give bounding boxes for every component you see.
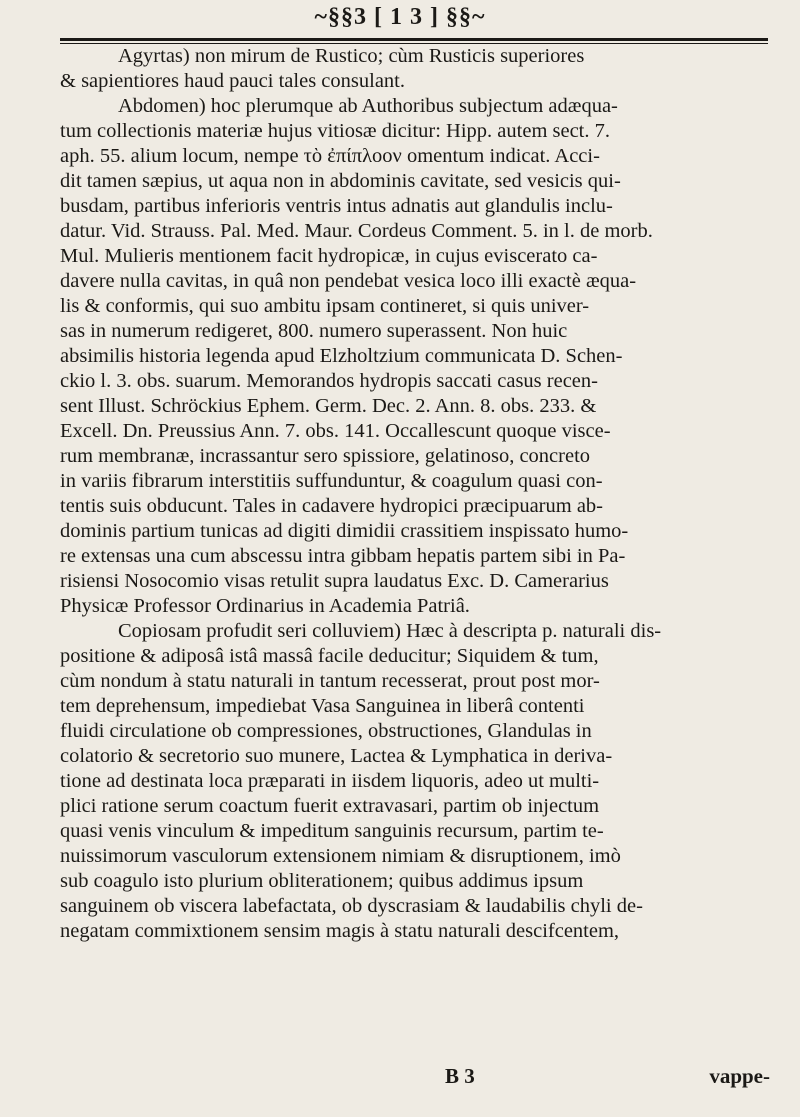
text-line: sent Illust. Schröckius Ephem. Germ. Dec. 2. Ann. 8. obs. 233. & (60, 395, 597, 417)
text-line: in variis fibrarum interstitiis suffunduntur, & coagulum quasi con- (60, 470, 603, 492)
text-line: lis & conformis, qui suo ambitu ipsam contineret, si quis univer- (60, 295, 590, 317)
text-line: ckio l. 3. obs. suarum. Memorandos hydropis saccati casus recen- (60, 370, 598, 392)
text-line: Physicæ Professor Ordinarius in Academia Patriâ. (60, 595, 470, 617)
page-footer (60, 1064, 770, 1092)
text-line: risiensi Nosocomio visas retulit supra laudatus Exc. D. Camerarius (60, 570, 609, 592)
text-line: dit tamen sæpius, ut aqua non in abdominis cavitate, sed vesicis qui- (60, 170, 621, 192)
text-line: quasi venis vinculum & impeditum sanguinis recursum, partim te- (60, 820, 604, 842)
text-line: davere nulla cavitas, in quâ non pendebat vesica loco illi exactè æqua- (60, 270, 637, 292)
text-line: tem deprehensum, impediebat Vasa Sanguinea in liberâ contenti (60, 695, 585, 717)
text-line: busdam, partibus inferioris ventris intus adnatis aut glandulis inclu- (60, 195, 613, 217)
text-line: aph. 55. alium locum, nempe τὸ ἐπίπλοον omentum indicat. Acci- (60, 145, 600, 167)
text-line: tentis suis obducunt. Tales in cadavere hydropici præcipuarum ab- (60, 495, 603, 517)
text-line: sub coagulo isto plurium obliterationem; quibus addimus ipsum (60, 870, 584, 892)
text-line: sanguinem ob viscera labefactata, ob dyscrasiam & laudabilis chyli de- (60, 895, 643, 917)
text-line: Abdomen) hoc plerumque ab Authoribus subjectum adæqua- (118, 95, 618, 117)
text-line: nuissimorum vasculorum extensionem nimiam & disruptionem, imò (60, 845, 621, 867)
text-line: fluidi circulatione ob compressiones, obstructiones, Glandulas in (60, 720, 592, 742)
text-line: rum membranæ, incrassantur sero spissiore, gelatinoso, concreto (60, 445, 591, 467)
text-line: absimilis historia legenda apud Elzholtzium communicata D. Schen- (60, 345, 623, 367)
text-line: sas in numerum redigeret, 800. numero superassent. Non huic (60, 320, 568, 342)
text-line: colatorio & secretorio suo munere, Lactea & Lymphatica in deriva- (60, 745, 613, 767)
text-line: tum collectionis materiæ hujus vitiosæ dicitur: Hipp. autem sect. 7. (60, 120, 611, 142)
text-line: Agyrtas) non mirum de Rustico; cùm Rusticis superiores (118, 45, 585, 67)
text-line: datur. Vid. Strauss. Pal. Med. Maur. Cordeus Comment. 5. in l. de morb. (60, 220, 653, 242)
text-line: Copiosam profudit seri colluviem) Hæc à descripta p. naturali dis- (118, 620, 662, 642)
text-line: cùm nondum à statu naturali in tantum recesserat, prout post mor- (60, 670, 600, 692)
page-header: ~§§3 [ 1 3 ] §§~ (314, 4, 486, 30)
signature-mark: B 3 (445, 1064, 475, 1088)
text-line: dominis partium tunicas ad digiti dimidii crassitiem inspissato humo- (60, 520, 629, 542)
text-line: positione & adiposâ istâ massâ facile deducitur; Siquidem & tum, (60, 645, 599, 667)
text-line: & sapientiores haud pauci tales consulant. (60, 70, 405, 92)
text-line: Mul. Mulieris mentionem facit hydropicæ, in cujus eviscerato ca- (60, 245, 598, 267)
text-line: tione ad destinata loca præparati in iisdem liquoris, adeo ut multi- (60, 770, 600, 792)
text-line: plici ratione serum coactum fuerit extravasari, partim ob injectum (60, 795, 600, 817)
catchword: vappe- (709, 1064, 770, 1088)
text-line: negatam commixtionem sensim magis à statu naturali descifcentem, (60, 920, 620, 942)
body-text (60, 44, 770, 944)
text-line: Excell. Dn. Preussius Ann. 7. obs. 141. Occallescunt quoque visce- (60, 420, 611, 442)
text-line: re extensas una cum abscessu intra gibbam hepatis partem sibi in Pa- (60, 545, 626, 567)
